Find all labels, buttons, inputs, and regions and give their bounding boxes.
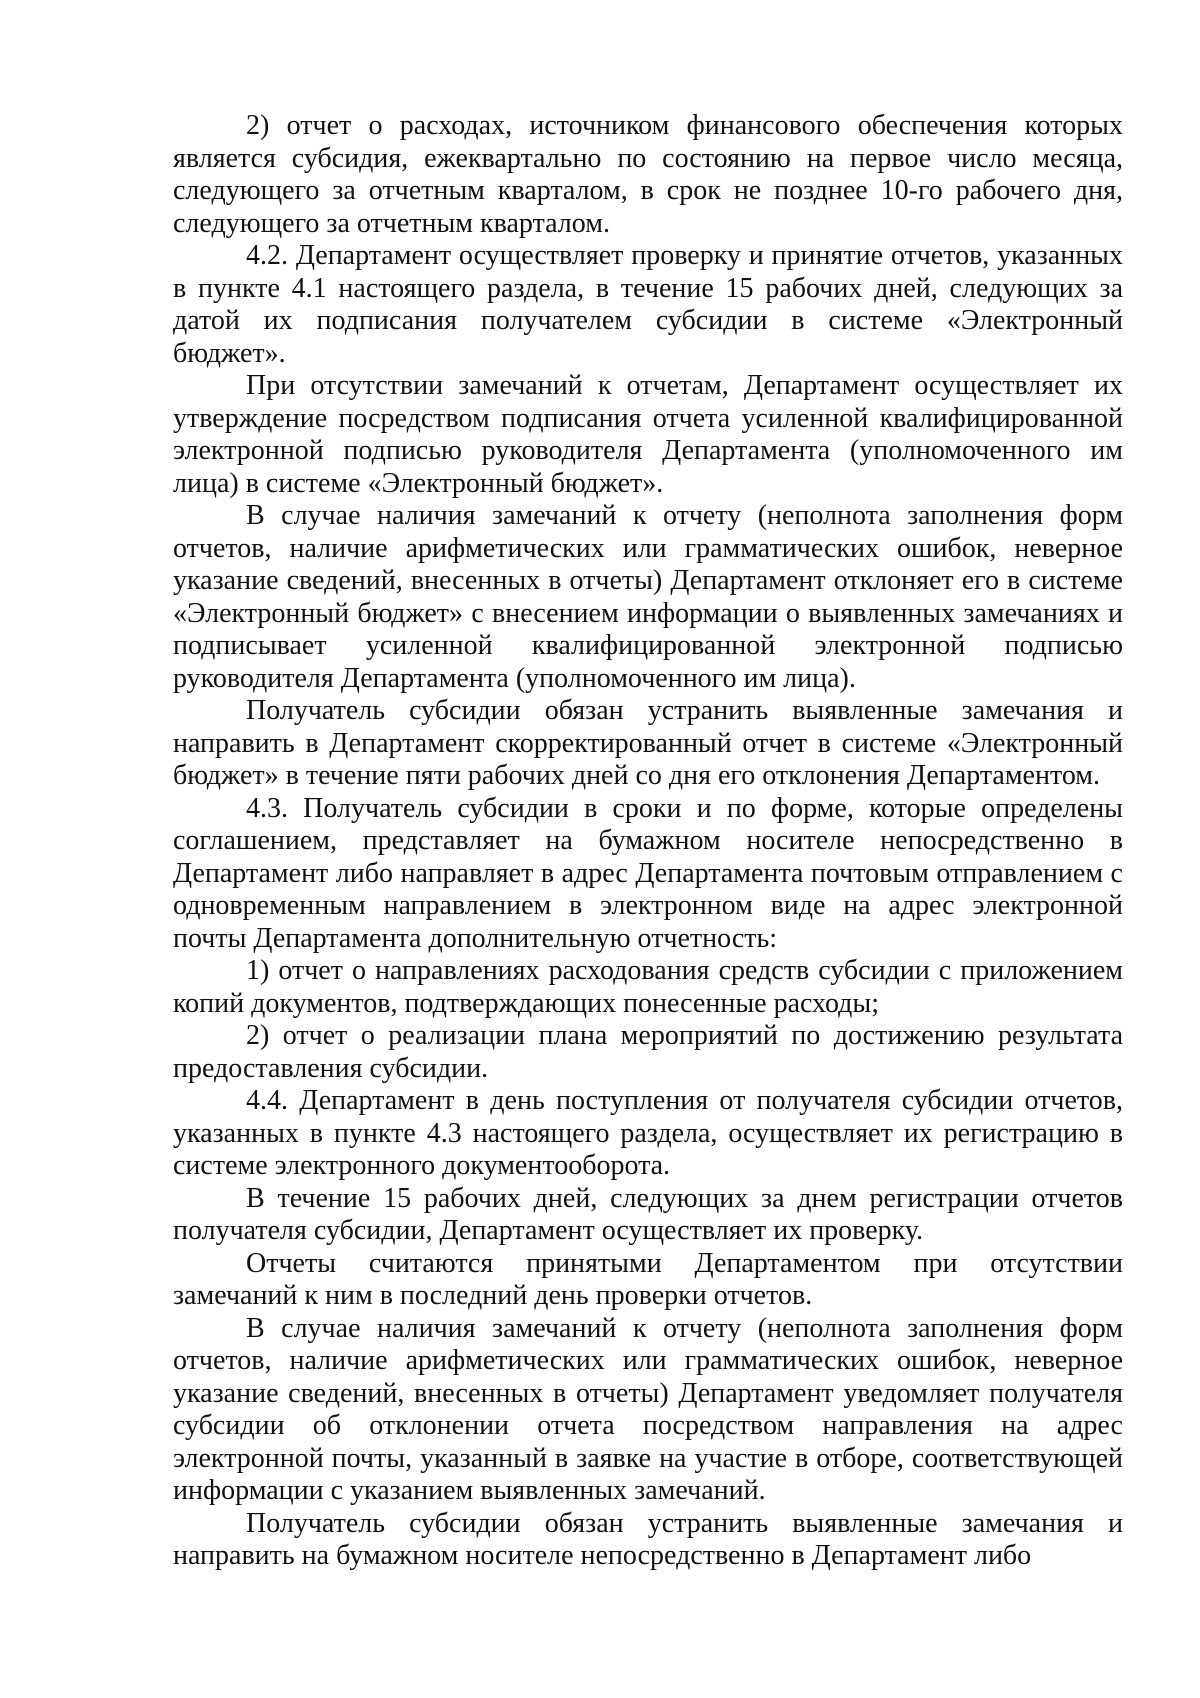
- paragraph-correction: Получатель субсидии обязан устранить выявленные замечания и направить в Департамент скорректированный отчет в системе «Электронный бюджет» в течение пяти рабочих дней со дня его отклонения Департаментом.: [173, 695, 1123, 791]
- paragraph-report-expenses: 2) отчет о расходах, источником финансового обеспечения которых является субсидия, ежеквартально по состоянию на первое число месяца, следующего за отчетным кварталом, в срок не позднее 10-го рабочего дня, следующего за отчетным кварталом.: [173, 110, 1123, 239]
- paragraph-resubmission: Получатель субсидии обязан устранить выявленные замечания и направить на бумажном носителе непосредственно в Департамент либо: [173, 1507, 1123, 1571]
- paragraph-notification: В случае наличия замечаний к отчету (неполнота заполнения форм отчетов, наличие арифметических или грамматических ошибок, неверное указание сведений, внесенных в отчеты) Департамент уведомляет получателя субсидии об отклонении отчета посредством направления на адрес электронной почты, указанный в заявке на участие в отборе, соответствующей информации с указанием выявленных замечаний.: [173, 1312, 1123, 1506]
- paragraph-acceptance: Отчеты считаются принятыми Департаментом при отсутствии замечаний к ним в последний день проверки отчетов.: [173, 1247, 1123, 1311]
- paragraph-4-4: 4.4. Департамент в день поступления от получателя субсидии отчетов, указанных в пункте 4.3 настоящего раздела, осуществляет их регистрацию в системе электронного документооборота.: [173, 1085, 1123, 1181]
- paragraph-rejection: В случае наличия замечаний к отчету (неполнота заполнения форм отчетов, наличие арифметических или грамматических ошибок, неверное указание сведений, внесенных в отчеты) Департамент отклоняет его в системе «Электронный бюджет» с внесением информации о выявленных замечаниях и подписывает усиленной квалифицированной электронной подписью руководителя Департамента (уполномоченного им лица).: [173, 500, 1123, 694]
- paragraph-review-period: В течение 15 рабочих дней, следующих за днем регистрации отчетов получателя субсидии, Департамент осуществляет их проверку.: [173, 1182, 1123, 1246]
- paragraph-item-1: 1) отчет о направлениях расходования средств субсидии с приложением копий документов, подтверждающих понесенные расходы;: [173, 955, 1123, 1019]
- paragraph-approval: При отсутствии замечаний к отчетам, Департамент осуществляет их утверждение посредством подписания отчета усиленной квалифицированной электронной подписью руководителя Департамента (уполномоченного им лица) в системе «Электронный бюджет».: [173, 370, 1123, 499]
- document-page: [173, 110, 1123, 1573]
- paragraph-item-2: 2) отчет о реализации плана мероприятий по достижению результата предоставления субсидии.: [173, 1020, 1123, 1084]
- paragraph-4-3: 4.3. Получатель субсидии в сроки и по форме, которые определены соглашением, представляет на бумажном носителе непосредственно в Департамент либо направляет в адрес Департамента почтовым отправлением с одновременным направлением в электронном виде на адрес электронной почты Департамента дополнительную отчетность:: [173, 792, 1123, 954]
- paragraph-4-2: 4.2. Департамент осуществляет проверку и принятие отчетов, указанных в пункте 4.1 настоящего раздела, в течение 15 рабочих дней, следующих за датой их подписания получателем субсидии в системе «Электронный бюджет».: [173, 240, 1123, 369]
